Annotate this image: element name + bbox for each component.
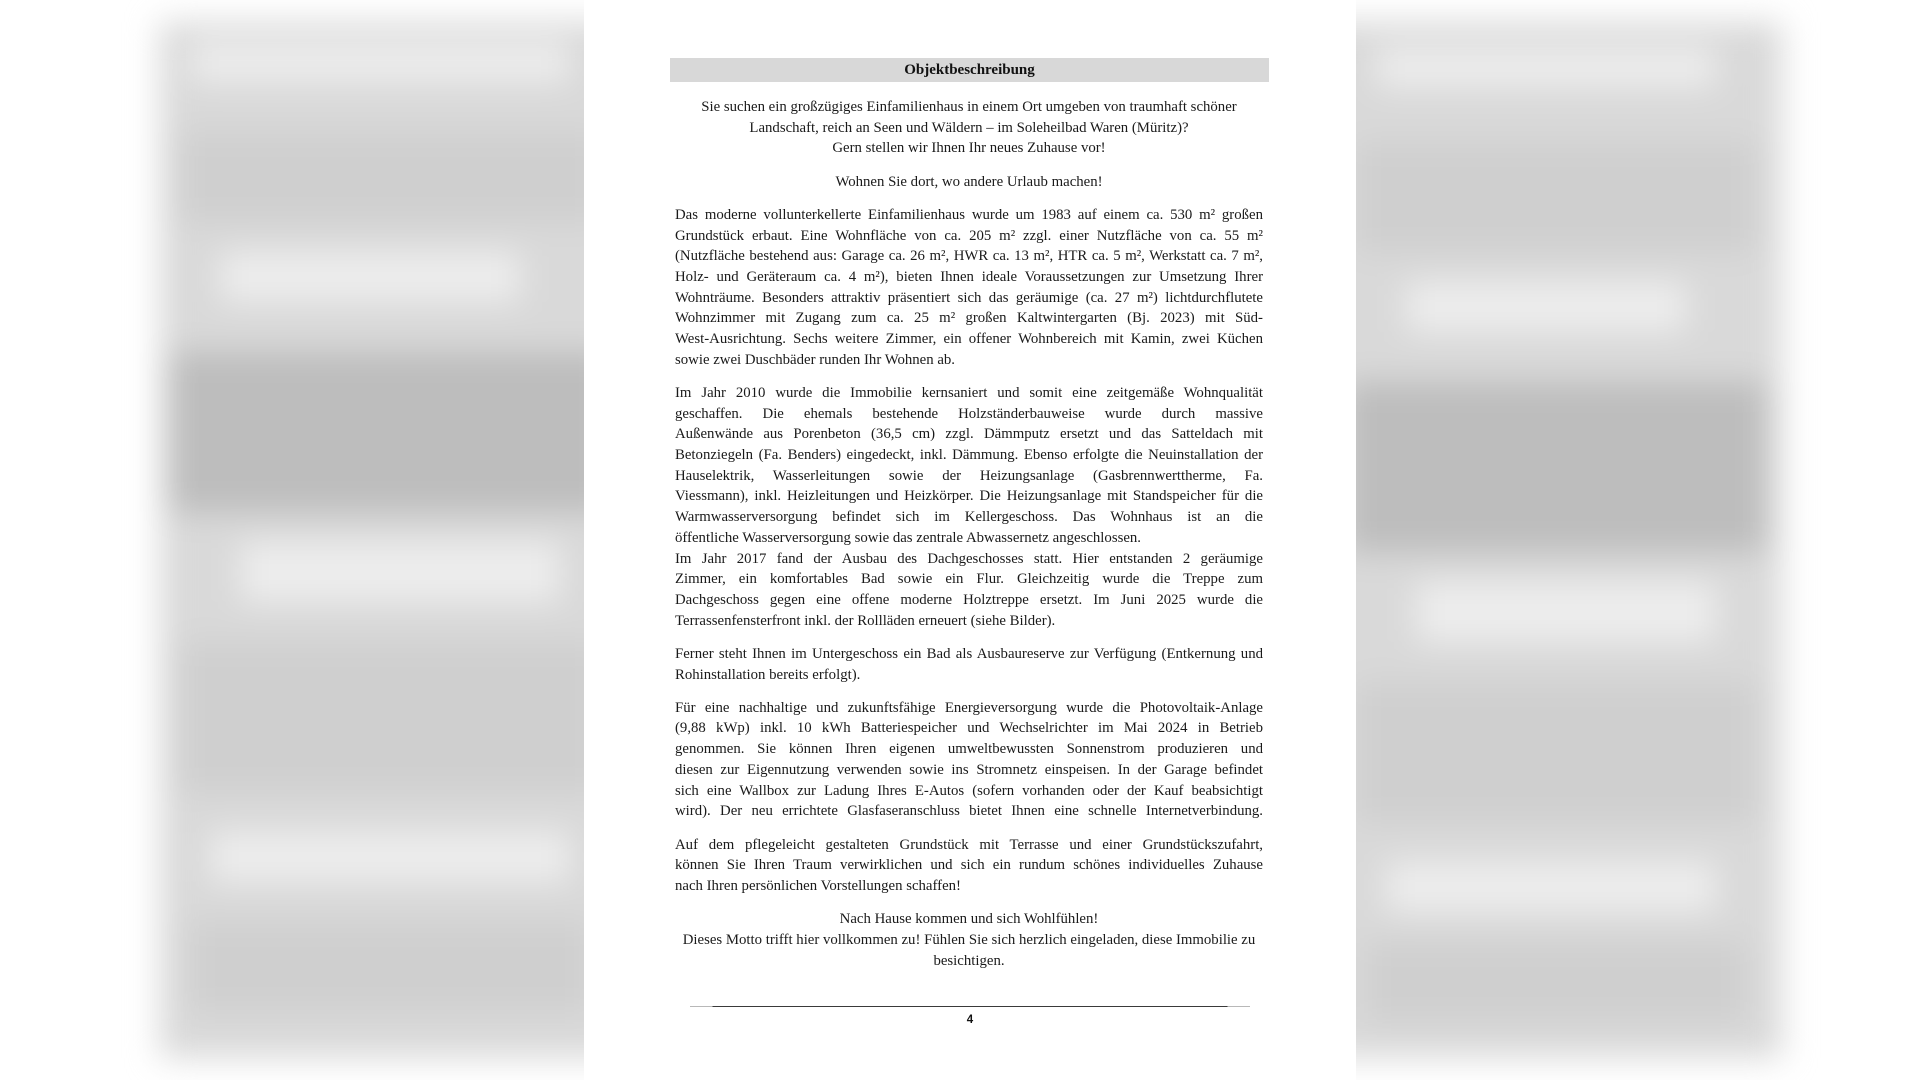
paragraph-line: diesen zur Eigennutzung verwenden sowie ins Stromnetz einspeisen. In der Garage befindet (675, 761, 1263, 778)
page-number: 4 (966, 1014, 974, 1026)
paragraph-line: (9,88 kWp) inkl. 10 kWh Batteriespeicher und Wechselrichter im Mai 2024 in Betrieb (675, 720, 1263, 737)
paragraph-line: öffentliche Wasserversorgung sowie das zentrale Abwassernetz angeschlossen. (675, 529, 1142, 546)
blur-shape (190, 922, 584, 1012)
paragraph-line: Im Jahr 2010 wurde die Immobilie kernsaniert und somit eine zeitgemäße Wohnqualität (675, 384, 1263, 401)
paragraph-basement-bath (675, 644, 1263, 685)
paragraph-line: Das moderne vollunterkellerte Einfamilienhaus wurde um 1983 auf einem ca. 530 m² großen (675, 206, 1263, 223)
blur-shape (1376, 47, 1716, 87)
paragraph-house-description (675, 205, 1263, 371)
blur-shape (1406, 282, 1686, 332)
paragraph-line: geschaffen. Die ehemals bestehende Holzständerbauweise wurde durch massive (675, 405, 1263, 422)
paragraph-line: sich eine Wallbox zur Ladung Ihres E-Autos (sofern vorhanden oder der Kauf beabsichtigt (675, 782, 1263, 799)
blur-shape (1416, 582, 1716, 642)
paragraph-line: Dachgeschoss gegen eine offene moderne Holztreppe ersetzt. Im Juni 2025 wurde die (675, 591, 1263, 608)
blur-shape (180, 132, 584, 222)
paragraph-line: West-Ausrichtung. Sechs weitere Zimmer, ein offener Wohnbereich mit Kamin, zwei Küchen (675, 331, 1263, 348)
intro-line: Sie suchen ein großzügiges Einfamilienhaus in einem Ort umgeben von traumhaft schöner (701, 99, 1237, 115)
blurred-page-left (160, 22, 584, 1058)
paragraph-line: Terrassenfensterfront inkl. der Rollläden erneuert (siehe Bilder). (675, 612, 1056, 629)
blur-shape (220, 252, 520, 302)
paragraph-property (675, 835, 1263, 897)
blur-shape (170, 352, 584, 512)
paragraph-line: können Sie Ihren Traum verwirklichen und sich ein rundum schönes individuelles Zuhause (675, 857, 1263, 874)
blur-shape (180, 642, 584, 792)
page-content (675, 97, 1263, 971)
intro-text (675, 97, 1263, 159)
paragraph-line: (Nutzfläche bestehend aus: Garage ca. 26 m², HWR ca. 13 m², HTR ca. 5 m², Werkstatt ca. 7 m², (675, 248, 1263, 265)
blurred-background-right (1356, 0, 1920, 1080)
blurred-background-left (0, 0, 584, 1080)
paragraph-line: nach Ihren persönlichen Vorstellungen schaffen! (675, 877, 961, 894)
paragraph-line: wird). Der neu errichtete Glasfaseranschluss bietet Ihnen eine schnelle Internetverbindung. (675, 803, 1263, 820)
paragraph-renovation-2010 (675, 383, 1263, 549)
closing-line: besichtigen. (933, 952, 1005, 969)
paragraph-line: Außenwände aus Porenbeton (36,5 cm) zzgl. Dämmputz ersetzt und das Satteldach mit (675, 426, 1263, 443)
paragraph-line: Wohnzimmer mit Zugang zum ca. 25 m² großen Kaltwintergarten (Bj. 2023) mit Süd- (675, 310, 1263, 327)
tagline (675, 172, 1263, 193)
paragraph-line: Hauselektrik, Wasserleitungen sowie der Heizungsanlage (Gasbrennwerttherme, Fa. (675, 467, 1263, 484)
blurred-page-right (1356, 22, 1782, 1058)
paragraph-line: Betonziegeln (Fa. Benders) eingedeckt, inkl. Dämmung. Ebenso erfolgte die Neuinstallation der (675, 447, 1263, 464)
blur-shape (1356, 682, 1756, 822)
closing-text (675, 909, 1263, 971)
paragraph-line: Viessmann), inkl. Heizleitungen und Heizkörper. Die Heizungsanlage mit Standspeicher für die (675, 488, 1263, 505)
paragraph-line: genommen. Sie können Ihren eigenen umweltbewussten Sonnenstrom produzieren und (675, 741, 1263, 758)
paragraph-line: Wohnträume. Besonders attraktiv präsentiert sich das geräumige (ca. 27 m²) lichtdurchflutete (675, 289, 1263, 306)
intro-line: Landschaft, reich an Seen und Wäldern – im Soleheilbad Waren (Müritz)? (749, 119, 1189, 136)
blur-shape (240, 542, 560, 602)
section-title: Objektbeschreibung (670, 58, 1269, 82)
tagline-text: Wohnen Sie dort, wo andere Urlaub machen! (835, 173, 1103, 190)
paragraph-line: Holz- und Geräteraum ca. 4 m²), bieten Ihnen ideale Voraussetzungen zur Umsetzung Ihrer (675, 268, 1263, 285)
closing-line: Dieses Motto trifft hier vollkommen zu! Fühlen Sie sich herzlich eingeladen, diese Immobilie zu (682, 931, 1256, 948)
paragraph-line: Grundstück erbaut. Eine Wohnfläche von ca. 205 m² zzgl. einer Nutzfläche von ca. 55 m² (675, 227, 1263, 244)
blur-shape (210, 832, 570, 882)
paragraph-renovation-2017 (675, 549, 1263, 632)
blur-shape (1366, 942, 1746, 1022)
paragraph-line: Zimmer, ein komfortables Bad sowie ein Flur. Gleichzeitig wurde die Treppe zum (675, 571, 1263, 588)
paragraph-line: Im Jahr 2017 fand der Ausbau des Dachgeschosses statt. Hier entstanden 2 geräumige (675, 550, 1263, 567)
paragraph-line: Für eine nachhaltige und zukunftsfähige Energieversorgung wurde die Photovoltaik-Anlage (675, 699, 1263, 716)
paragraph-line: Ferner steht Ihnen im Untergeschoss ein Bad als Ausbaureserve zur Verfügung (Entkernung und (675, 645, 1263, 662)
blur-shape (190, 42, 570, 82)
blur-shape (1356, 142, 1756, 252)
paragraph-line: Rohinstallation bereits erfolgt). (675, 666, 861, 683)
paragraph-line: Warmwasserversorgung befindet sich im Kellergeschoss. Das Wohnhaus ist an die (675, 509, 1263, 526)
paragraph-line: Auf dem pflegeleicht gestalteten Grundstück mit Terrasse und einer Grundstückszufahrt, (675, 836, 1263, 853)
document-page (584, 0, 1356, 1080)
intro-line: Gern stellen wir Ihnen Ihr neues Zuhause vor! (832, 140, 1106, 157)
blur-shape (1386, 862, 1716, 912)
paragraph-energy (675, 698, 1263, 822)
closing-line: Nach Hause kommen und sich Wohlfühlen! (839, 911, 1099, 928)
blur-shape (1356, 382, 1766, 552)
paragraph-line: sowie zwei Duschbäder runden Ihr Wohnen ab. (675, 351, 955, 368)
footer-divider (690, 1006, 1250, 1007)
